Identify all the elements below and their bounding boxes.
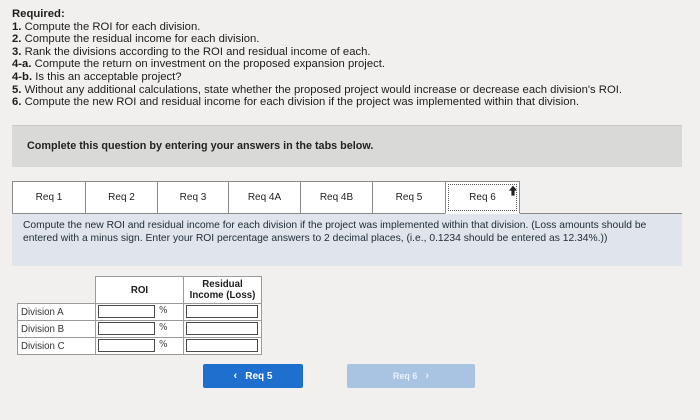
chevron-left-icon: ‹ [233,370,238,382]
requirement-item [12,58,692,71]
residual-income-input-division-b[interactable] [186,322,258,335]
tab-req-4b[interactable]: Req 4B [300,181,372,214]
roi-input-division-a[interactable] [98,305,155,318]
roi-cell [96,304,184,321]
column-header-residual-income [184,277,262,304]
percent-sign: % [159,323,168,333]
prev-req-label: Req 5 [245,370,273,382]
complete-prompt-banner [12,125,682,167]
table-header-row [18,277,262,304]
roi-cell [96,338,184,355]
row-label-division-c: Division C [18,338,96,355]
requirement-item [12,96,692,109]
next-req-label: Req 6 [392,371,418,381]
answer-table [17,276,262,355]
tab-req-6[interactable]: Req 6 [445,181,520,214]
requirement-number: 2. [12,33,22,46]
requirement-number: 4-a. [12,58,32,71]
tab-req-3[interactable]: Req 3 [157,181,228,214]
tab-req-1[interactable]: Req 1 [12,181,85,214]
percent-sign: % [159,306,168,316]
column-header-roi: ROI [96,277,184,304]
residual-income-cell [184,321,262,338]
row-label-division-b: Division B [18,321,96,338]
chevron-right-icon: › [425,370,430,382]
table-row [18,304,262,321]
roi-input-division-c[interactable] [98,339,155,352]
requirements-title: Required: [12,8,65,20]
requirement-number: 3. [12,45,22,58]
tab-req-4a[interactable]: Req 4A [228,181,300,214]
column-header-residual-line1: Residual [202,279,243,290]
requirement-text: Without any additional calculations, state whether the proposed project would increase or decrease each division's ROI. [24,83,623,96]
tab-req-5[interactable]: Req 5 [372,181,445,214]
mouse-pointer-icon [506,184,520,198]
requirement-text: Compute the ROI for each division. [24,20,201,33]
column-header-residual-line2: Income (Loss) [189,290,256,301]
requirement-item [12,21,692,34]
requirement-item [12,33,692,46]
requirement-text: Compute the return on investment on the proposed expansion project. [34,58,386,71]
tab-req-2[interactable]: Req 2 [85,181,157,214]
requirement-text: Is this an acceptable project? [35,70,182,83]
table-row [18,338,262,355]
requirement-text: Rank the divisions according to the ROI and residual income of each. [24,45,371,58]
roi-cell [96,321,184,338]
residual-income-cell [184,304,262,321]
requirement-number: 4-b. [12,70,33,83]
tab-strip-filler [520,181,682,214]
requirement-number: 6. [12,96,22,109]
residual-income-input-division-a[interactable] [186,305,258,318]
residual-income-cell [184,338,262,355]
requirements-list [12,8,692,109]
requirement-tabs [12,181,682,214]
prev-req-button[interactable] [203,364,303,388]
requirement-number: 5. [12,83,22,96]
requirement-text: Compute the residual income for each division. [24,33,260,46]
requirement-item [12,46,692,59]
roi-input-division-b[interactable] [98,322,155,335]
requirement-item [12,84,692,97]
requirement-text: Compute the new ROI and residual income for each division if the project was implemented within that division. [24,96,580,109]
residual-income-input-division-c[interactable] [186,339,258,352]
instructions-panel: Compute the new ROI and residual income for each division if the project was implemented within that division. (Loss amounts should be entered with a minus sign. Enter your ROI percentage answers to 2 decimal places, (i.e., 0.1234 should be entered as 12.34%.)) [12,214,682,266]
complete-prompt-text: Complete this question by entering your answers in the tabs below. [27,140,374,152]
table-row [18,321,262,338]
requirement-item [12,71,692,84]
percent-sign: % [159,340,168,350]
row-label-division-a: Division A [18,304,96,321]
table-header-blank [18,277,96,304]
next-req-button[interactable] [347,364,475,388]
requirement-number: 1. [12,20,22,33]
